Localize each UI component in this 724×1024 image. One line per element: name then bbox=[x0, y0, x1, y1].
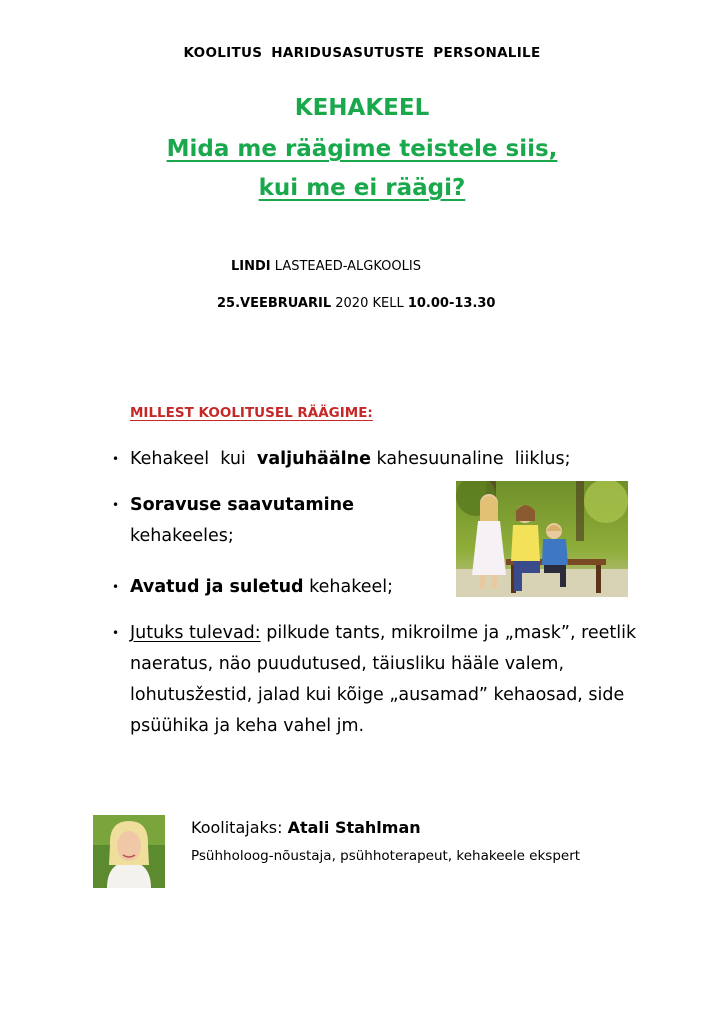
family-photo bbox=[456, 481, 628, 597]
bullet-1-pre: Kehakeel kui bbox=[130, 449, 257, 469]
bullet-4-underlined: Jutuks tulevad: bbox=[130, 623, 261, 643]
bullet-dot: • bbox=[112, 580, 120, 594]
title-line-2: Mida me räägime teistele siis, bbox=[166, 136, 558, 162]
bullet-dot: • bbox=[112, 626, 120, 640]
venue-name: LINDI bbox=[231, 259, 271, 274]
event-day: 25.VEEBRUARIL bbox=[217, 296, 332, 311]
bullet-item-4 bbox=[130, 618, 650, 742]
venue-type: LASTEAED-ALGKOOLIS bbox=[274, 259, 421, 274]
bullet-item-2 bbox=[130, 490, 354, 552]
title-kehakeel: KEHAKEEL bbox=[294, 95, 430, 121]
event-time: 10.00-13.30 bbox=[407, 296, 496, 311]
bullet-item-3 bbox=[130, 572, 393, 603]
bullet-3-bold: Avatud ja suletud bbox=[130, 577, 304, 597]
venue bbox=[231, 259, 421, 274]
trainer-photo bbox=[93, 815, 165, 888]
event-date bbox=[217, 296, 495, 311]
header-text: KOOLITUS HARIDUSASUTUSTE PERSONALILE bbox=[183, 45, 541, 61]
bullet-1-post: kahesuunaline liiklus; bbox=[370, 449, 571, 469]
trainer-line bbox=[191, 818, 421, 837]
trainer-label: Koolitajaks: bbox=[191, 818, 288, 837]
bullet-3-post: kehakeel; bbox=[303, 577, 394, 597]
bullet-dot: • bbox=[112, 498, 120, 512]
trainer-title: Psühholoog-nõustaja, psühhoterapeut, kehakeele ekspert bbox=[191, 848, 581, 864]
bullet-2-bold: Soravuse saavutamine bbox=[130, 495, 354, 515]
bullet-dot: • bbox=[112, 452, 120, 466]
event-year: 2020 KELL bbox=[331, 296, 408, 311]
trainer-name: Atali Stahlman bbox=[287, 818, 421, 837]
bullet-item-1 bbox=[130, 444, 570, 475]
bullet-4-post: pilkude tants, mikroilme ja „mask”, reetlik naeratus, näo puudutused, täiusliku hääle valem, lohutusžestid, jalad kui kõige „ausamad” kehaosad, side psüühika ja keha vahel jm. bbox=[130, 623, 637, 736]
bullet-1-bold: valjuhäälne bbox=[256, 449, 371, 469]
bullet-2-post: kehakeeles; bbox=[130, 526, 234, 546]
title-line-3: kui me ei räägi? bbox=[258, 175, 466, 201]
section-heading: MILLEST KOOLITUSEL RÄÄGIME: bbox=[130, 405, 373, 421]
